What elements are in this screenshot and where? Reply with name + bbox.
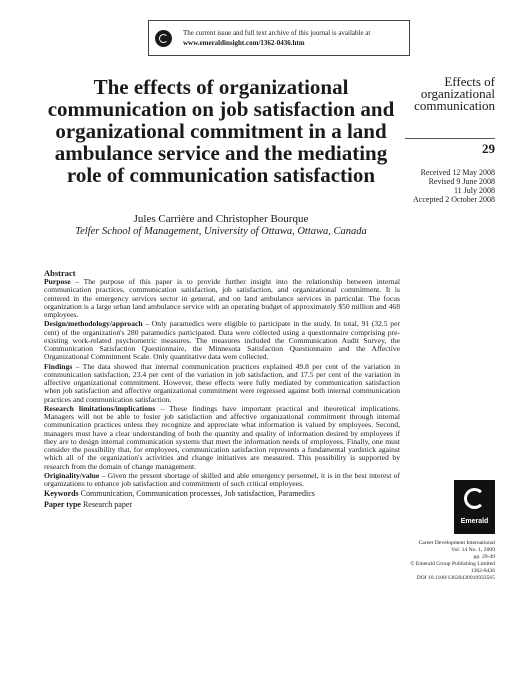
emerald-insight-logo-icon	[155, 30, 172, 47]
running-title-line: communication	[414, 98, 495, 113]
originality-label: Originality/value	[44, 470, 100, 480]
journal-pages: pp. 29-49	[473, 554, 495, 560]
emerald-logo-text: Emerald	[460, 518, 489, 525]
paper-type-text: Research paper	[80, 499, 133, 509]
findings-label: Findings	[44, 361, 73, 371]
abstract-limitations	[44, 405, 400, 471]
design-text: – Only paramedics were eligible to participate in the study. In total, 91 (32.5 per cent) of the organization's 280 paramedics participated. Data were collected using a questionnaire comprising pre-existing work-related psychometric measures. The measures included the Communication Audit Survey, the Communication Satisfaction Questionnaire, the Minnesota Satisfaction Questionnaire and the Affective Organizational Commitment Scale. Only quantitative data were collected.	[44, 319, 400, 362]
emerald-logo	[454, 480, 495, 534]
running-title-line: Effects of	[444, 74, 495, 89]
keywords-label: Keywords	[44, 489, 79, 499]
limitations-text: – These findings have important practical and theoretical implications. Managers will not be able to foster job satisfaction and affective organizational commitment through internal communication practices unless they recognize and appreciate what information is valued by employees. Second, managers must have a clear understanding of both the quantity and quality of information desired by employees if they are to design internal communication systems that meet the information needs of employees. Finally, one must consider the possibility that, for employees, communication satisfaction represents a fundamental yardstick against which all of the organization's activities and change initiatives are measured. This possibility is supported by research from the domain of change management.	[44, 403, 400, 471]
affiliation: Telfer School of Management, University of Ottawa, Ottawa, Canada	[75, 226, 367, 237]
submission-dates	[413, 168, 495, 204]
paper-title: The effects of organizational communication on job satisfaction and organizational commitment in a land ambulance service and the mediating role of communication satisfaction	[47, 75, 395, 187]
journal-info	[375, 540, 495, 582]
limitations-label: Research limitations/implications	[44, 403, 156, 413]
journal-name: Career Development International	[418, 540, 495, 546]
received-date: Received 12 May 2008	[420, 168, 495, 177]
purpose-label: Purpose	[44, 277, 71, 286]
keywords	[44, 490, 400, 498]
findings-text: – The data showed that internal communication practices explained 49.8 per cent of the variation in communication satisfaction, 23.4 per cent of the variation in job satisfaction, and 17.5 per cent of the variation in affective organizational commitment. However, these effects were fully mediated by communication satisfaction when job satisfaction and affective organizational commitment were regressed against both internal communication practices and communication satisfaction.	[44, 361, 400, 404]
running-title-line: organizational	[420, 86, 495, 101]
keywords-text: Communication, Communication processes, Job satisfaction, Paramedics	[78, 489, 315, 499]
availability-banner	[148, 20, 410, 56]
authors: Jules Carrière and Christopher Bourque	[133, 213, 309, 225]
abstract	[44, 268, 400, 509]
design-label: Design/methodology/approach	[44, 319, 143, 329]
originality-text: – Given the present shortage of skilled and able emergency personnel, it is in the best interest of organizations to enhance job satisfaction and commitment of such critical employees.	[44, 470, 400, 488]
abstract-heading: Abstract	[44, 268, 76, 278]
emerald-swirl-icon	[464, 488, 485, 509]
journal-doi: DOI 10.1108/13620430910933565	[416, 575, 495, 581]
accepted-date: Accepted 2 October 2008	[413, 195, 495, 204]
purpose-text: – The purpose of this paper is to provide further insight into the relationship between internal communication practices, communication satisfaction, job satisfaction, and organizational commitment. It is centered in the emergency services sector in general, and on land ambulance services in particular. The focus organization is a large urban land ambulance service with an operating budget of approximately $50 million and 468 employees.	[44, 277, 400, 319]
journal-issn: 1362-0436	[470, 568, 495, 574]
side-divider	[405, 138, 495, 139]
abstract-design	[44, 320, 400, 361]
revised-date: Revised 9 June 2008	[428, 177, 495, 186]
abstract-originality	[44, 472, 400, 489]
abstract-findings	[44, 363, 400, 404]
journal-volume: Vol. 14 No. 1, 2009	[451, 547, 495, 553]
paper-type	[44, 501, 400, 509]
journal-url-link[interactable]: www.emeraldinsight.com/1362-0436.htm	[183, 39, 305, 47]
abstract-purpose	[44, 278, 400, 319]
banner-text: The current issue and full text archive of this journal is available at	[183, 29, 371, 37]
page-number: 29	[482, 141, 495, 156]
revised-date-2: 11 July 2008	[453, 186, 495, 195]
journal-copyright: © Emerald Group Publishing Limited	[410, 561, 495, 567]
paper-type-label: Paper type	[44, 499, 81, 509]
